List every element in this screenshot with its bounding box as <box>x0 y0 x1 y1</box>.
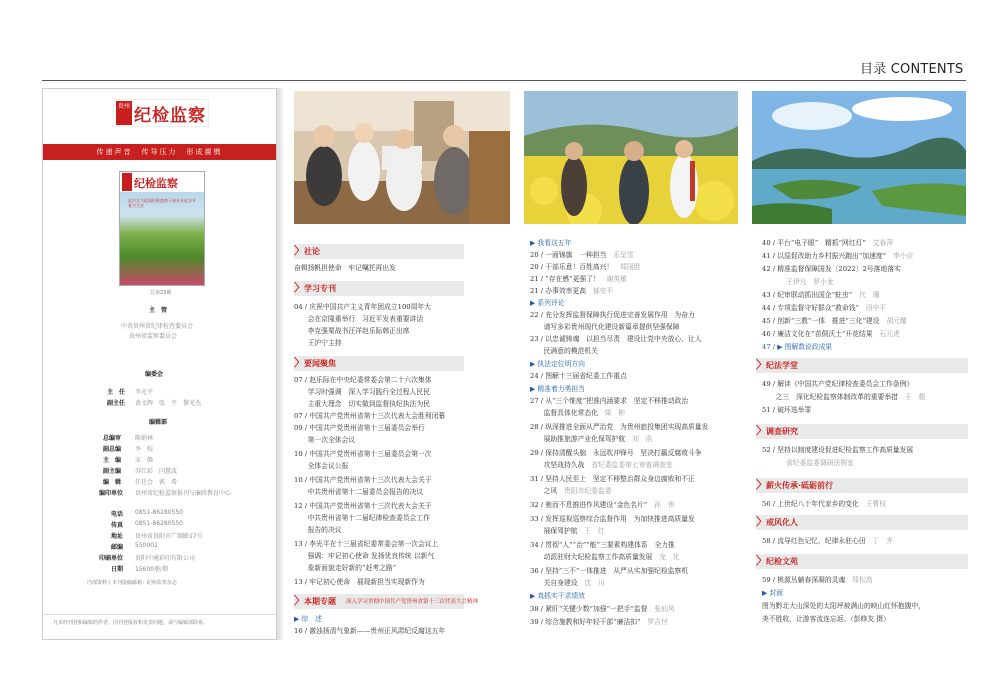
magazine-logo <box>113 99 209 127</box>
compose-value: 任廷会 郭 希 <box>135 479 178 486</box>
zip-value: 550002 <box>135 542 158 549</box>
toc-entry: 关自身建设 沈 川 <box>530 579 605 587</box>
section-law-class <box>756 358 968 373</box>
toc-entry[interactable]: 07 / 赵乐际在中央纪委常委会第二十六次集体 <box>294 376 432 384</box>
deputy-director-value: 黄文辉 张 平 黎光杰 <box>135 400 202 407</box>
photo-home-visit <box>294 91 510 224</box>
chevron-right-icon: 〉 <box>294 356 305 369</box>
toc-entry[interactable]: 58 / 流导红色记忆，纪律永驻心田 丁 齐 <box>762 537 893 545</box>
page-spine <box>277 88 283 640</box>
print-org-label: 编印单位 <box>99 490 124 497</box>
section-discipline <box>756 515 968 530</box>
tel-value: 0851-86280550 <box>135 509 183 516</box>
subsection-overview: ▶ 综 述 <box>294 615 322 623</box>
subsection: ▶ 我看这五年 <box>530 239 572 247</box>
toc-author: 省纪委监委调研法规室 <box>786 459 854 467</box>
toc-entry[interactable]: 16 / 激浊扬清气象新——贵州正风肃纪反腐这五年 <box>294 627 446 635</box>
toc-entry: 谱写多彩贵州现代化建设新篇章提供坚强保障 <box>530 323 680 331</box>
chief-label: 总编审 <box>103 435 122 442</box>
toc-entry[interactable]: 12 / 中国共产党贵州省第十三次代表大会关于 <box>294 502 432 510</box>
toc-entry[interactable]: 52 / 坚持以制度建设促进纪检监察工作高质量发展 <box>762 446 914 454</box>
edit-dept-heading: 编辑部 <box>149 419 168 426</box>
chevron-right-icon: 〉 <box>294 281 305 294</box>
section-study <box>294 281 464 296</box>
masthead-column <box>42 88 277 640</box>
logo-province-mark: 贵州 <box>116 101 132 125</box>
toc-entry[interactable]: 59 / 桃源丛躺春深凝的灵魂 郑松高 <box>762 576 873 584</box>
toc-entry: 之风 贵阳市纪委监委 <box>530 487 612 495</box>
toc-entry[interactable]: 38 / 紧盯“关键少数”加强“一把手”监督 张仙凤 <box>530 605 675 613</box>
toc-entry[interactable]: 34 / 贯彻“人”“治”“能”三要素构建体系 全力推 <box>530 541 675 549</box>
sponsor-value: 中共贵州省纪律检查委员会 <box>121 323 194 330</box>
section-title: 纪检文苑 <box>766 557 798 566</box>
section-heritage <box>756 478 968 493</box>
footer-note: 凡未经刊登和编辑的作者，因刊登版权和发表问题，请与编辑部联系。 <box>53 620 209 626</box>
toc-entry[interactable]: 43 / 纪审联动抓出国企“蛀虫” 代 珊 <box>762 291 880 299</box>
deputy-director-label: 副主任 <box>107 400 126 407</box>
toc-entry: 主重大理念 切实做到监督执纪执法为民 <box>294 400 430 408</box>
section-title: 学习专刊 <box>304 284 336 293</box>
toc-column-2 <box>530 238 740 640</box>
cover-caption: 图为黔北大山深处的太阳坪被满山的映山红怀抱腹中， <box>762 602 926 610</box>
toc-entry: 报告的决议 <box>294 526 342 534</box>
chevron-right-icon: 〉 <box>756 515 767 528</box>
toc-entry[interactable]: 29 / 保持清醒头脑 永远吹冲锋号 坚决打赢反腐败斗争 <box>530 449 702 457</box>
toc-entry[interactable]: 20 / 一面锦旗 一种担当 乐呈雪 <box>530 251 634 259</box>
toc-entry[interactable]: 奋楫扬帆担使命 牢记嘱托再出发 <box>294 264 396 272</box>
toc-entry[interactable]: 44 / 专项监督守好群众“救命钱” 田中平 <box>762 304 887 312</box>
toc-entry[interactable]: 46 / 廉洁文化在“苗侗沃土”开花结果 石元虎 <box>762 330 900 338</box>
slogan-band: 传递声音 传导压力 形成震慑 <box>43 144 276 160</box>
toc-entry[interactable]: 31 / 坚持人民至上 坚定不移整治群众身边腐败和不正 <box>530 475 695 483</box>
deputy-chief-value: 李 校 <box>135 446 154 453</box>
section-subtitle: 深入学习贯彻中国共产党贵州省第十三次代表大会精神 <box>346 599 479 605</box>
toc-entry: 象新面貌走好新的“赶考之路” <box>294 564 397 572</box>
editor-label: 主 编 <box>103 457 122 464</box>
section-research <box>756 424 968 439</box>
fax-value: 0851-86280550 <box>135 520 183 527</box>
logo-title: 纪检监察 <box>134 106 206 126</box>
photo-rapeseed-field <box>524 91 738 224</box>
toc-entry[interactable]: 07 / 中国共产党贵州省第十三次代表大会胜利闭幕 <box>294 412 446 420</box>
toc-entry: 王沪宁主持 <box>294 339 342 347</box>
toc-entry: 全体会议公报 <box>294 462 349 470</box>
toc-author: 王伊凡 罗小龙 <box>786 278 834 286</box>
printer-label: 印刷单位 <box>99 555 124 562</box>
toc-entry[interactable]: 33 / 发挥巡视巡察综合监督作用 为加快推进高质量发 <box>530 515 695 523</box>
toc-entry[interactable]: 13 / 牢记初心使命 展现新担当实现新作为 <box>294 578 425 586</box>
cover-headline: 返兴全力提高纪检监察干部专业化水平 复兴大业 <box>128 198 196 208</box>
toc-entry[interactable]: 21 / 办事效率更高 郁安平 <box>530 287 614 295</box>
toc-entry[interactable]: 10 / 中国共产党贵州省第十三届委员会第一次 <box>294 450 432 458</box>
chevron-right-icon: 〉 <box>756 554 767 567</box>
director-value: 李光平 <box>135 389 154 396</box>
toc-column-1 <box>294 244 510 640</box>
compose-label: 编 辑 <box>103 479 122 486</box>
date-label: 日期 <box>111 566 124 573</box>
sponsor-label: 主 管 <box>149 307 168 314</box>
deputy-editor-value: 苏红彩 闫慧波 <box>135 468 178 475</box>
toc-entry[interactable]: 28 / 纵深推进全面从严治党 为贵州旅投集团实现高质量发 <box>530 423 709 431</box>
subsection-cover: ▶ 封面 <box>762 589 783 597</box>
deputy-chief-label: 副总编 <box>103 446 122 453</box>
toc-entry[interactable]: 24 / 图解十三届省纪委工作重点 <box>530 372 627 380</box>
cover-caption: 美不胜收，让游客流连忘返。（彭修友 摄） <box>762 615 890 623</box>
section-title: 调查研究 <box>766 427 798 436</box>
toc-entry[interactable]: 23 / 以忠诚铸魂 以担当尽责 建设让党中央放心、让人 <box>530 335 702 343</box>
section-title: 纪法学堂 <box>766 361 798 370</box>
chevron-right-icon: 〉 <box>756 478 767 491</box>
toc-entry[interactable]: 41 / 以巡促改助力乡村振兴跑出“加速度” 李小应 <box>762 252 914 260</box>
toc-entry: 展助推旅游产业化保驾护航 刘 浩 <box>530 435 653 443</box>
section-title: 要闻聚焦 <box>304 359 336 368</box>
fax-label: 传真 <box>111 522 124 529</box>
toc-entry[interactable]: 20 / 干部乐意！百姓高兴！ 郑国胜 <box>530 263 641 271</box>
subsection: ▶ 精准着力勇担当 <box>530 385 585 393</box>
toc-column-3 <box>756 238 972 640</box>
print-org-value: 贵州省纪检监察报刊与廉政教育中心 <box>135 490 232 497</box>
toc-entry[interactable]: 36 / 坚持“三不”一体推进 从严从实加强纪检监察机 <box>530 567 689 575</box>
toc-entry: 学习时强调 深入学习践行全过程人民民 <box>294 388 430 396</box>
section-special-topic <box>294 594 479 609</box>
toc-entry: 第一次全体会议 <box>294 436 356 444</box>
chevron-right-icon: 〉 <box>756 358 767 371</box>
toc-entry[interactable]: 32 / 驰而不息推进作风建设“金色名片” 孙 伟 <box>530 501 675 509</box>
section-title: 社论 <box>304 247 320 256</box>
date-value: 15600册/期 <box>135 566 169 573</box>
toc-entry[interactable]: 21 / “存在感”更强了！ 谢英敏 <box>530 275 627 283</box>
toc-entry[interactable]: 51 / 破坏选举罪 <box>762 406 812 414</box>
header-rule <box>42 80 966 81</box>
toc-entry: 监督具体化常态化 梁 彬 <box>530 409 626 417</box>
toc-entry[interactable]: 13 / 李光平在十三届省纪委常委会第一次会议上 <box>294 540 439 548</box>
toc-entry: 李克强栗战书汪洋赵乐际韩正出席 <box>294 327 410 335</box>
address-value: 贵州省贵阳市广顺路17号 <box>135 533 203 540</box>
deputy-editor-label: 副主编 <box>103 468 122 475</box>
chevron-right-icon: 〉 <box>294 244 305 257</box>
toc-entry: 会在京隆重举行 习近平发表重要讲话 <box>294 315 424 323</box>
chevron-right-icon: 〉 <box>294 594 305 607</box>
toc-entry: 中共贵州省第十二届委员会报告的决议 <box>294 488 424 496</box>
subsection: ▶ 执法定位明方向 <box>530 360 585 368</box>
section-editorial <box>294 244 464 259</box>
toc-entry[interactable]: 10 / 中国共产党贵州省第十三次代表大会关于 <box>294 476 432 484</box>
photo-lake-landscape <box>752 91 966 224</box>
toc-entry[interactable]: 42 / 精准监督保障国发〔2022〕2号落地落实 <box>762 265 901 273</box>
section-title: 戒风化人 <box>766 518 798 527</box>
tel-label: 电话 <box>111 511 124 518</box>
chief-value: 陈娟林 <box>135 435 154 442</box>
section-news <box>294 356 464 371</box>
toc-entry[interactable]: 40 / 平台“电子眼” 精抓“网红灯” 艾春萍 <box>762 239 894 247</box>
section-title: 薪火传承·砥砺前行 <box>766 481 834 490</box>
cover-title: 纪检监察 <box>134 177 178 190</box>
toc-entry[interactable]: 49 / 解读《中国共产党纪律检查委员会工作条例》 <box>762 380 914 388</box>
toc-entry[interactable]: 47 / ▶ 图解数说政成果 <box>762 343 833 351</box>
internal-note: 内部资料 / 本刊投稿邮箱：纪检监察杂志 <box>87 580 177 586</box>
director-label: 主 任 <box>107 389 126 396</box>
toc-entry[interactable]: 39 / 综合施教和好年轻干部“廉洁扣” 罗吉付 <box>530 618 668 626</box>
toc-entry: 攻坚战持久战 省纪委监委第七审查调查室 <box>530 461 673 469</box>
toc-entry: 民满意的模范机关 <box>530 347 598 355</box>
sponsor-value-2: 贵州省监察委员会 <box>129 333 178 340</box>
toc-entry[interactable]: 45 / 创新“三教”一体 推进“三化”建设 胡元耀 <box>762 317 907 325</box>
cover-thumbnail[interactable] <box>119 171 205 286</box>
subsection: ▶ 真抓实干求绩效 <box>530 592 585 600</box>
zip-label: 邮编 <box>111 544 124 551</box>
editorial-committee-heading: 编委会 <box>145 371 164 378</box>
page-title: 目录 CONTENTS <box>860 62 964 77</box>
toc-entry: 之三 深化纪检监察体制改革的重要举措 王 超 <box>762 393 926 401</box>
toc-entry: 展保驾护航 王 红 <box>530 527 605 535</box>
toc-entry: 中共贵州省第十二届纪律检查委员会工作 <box>294 514 430 522</box>
printer-value: 贵阳中通彩印有限公司 <box>135 555 196 562</box>
section-literature <box>756 554 968 569</box>
address-label: 地址 <box>111 533 124 540</box>
issue-number: 总第23期 <box>150 290 172 296</box>
toc-entry: 强调：牢记初心使命 发扬优良传统 以新气 <box>294 552 435 560</box>
toc-entry[interactable]: 04 / 庆祝中国共产主义青年团成立100周年大 <box>294 303 431 311</box>
toc-entry[interactable]: 22 / 充分发挥监督保障执行促进完善发展作用 为奋力 <box>530 311 695 319</box>
subsection: ▶ 系列评论 <box>530 299 565 307</box>
toc-entry[interactable]: 27 / 从“三个维度”把准内涵要求 坚定不移推动政治 <box>530 397 689 405</box>
toc-entry: 动派驻财大纪检监察工作高质量发展 龙 化 <box>530 553 680 561</box>
section-title: 本期专题 <box>304 597 336 606</box>
editor-value: 宋 静 <box>135 457 154 464</box>
toc-entry[interactable]: 09 / 中国共产党贵州省第十三届委员会举行 <box>294 424 425 432</box>
toc-entry[interactable]: 56 / 上世纪八十年代家乡的变化 王曹权 <box>762 500 887 508</box>
chevron-right-icon: 〉 <box>756 424 767 437</box>
